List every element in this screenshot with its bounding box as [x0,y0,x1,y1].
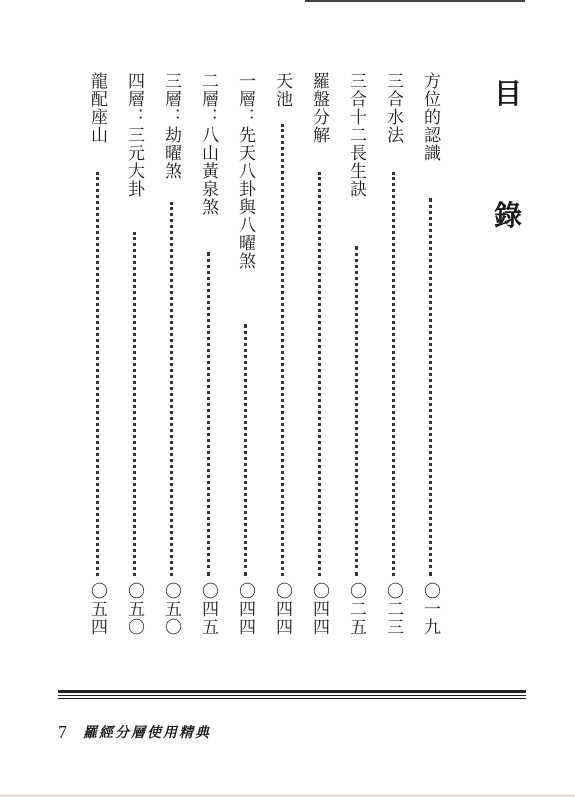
toc-entry-page: 〇二五 [346,582,366,636]
toc-entry[interactable] [378,72,408,662]
toc-entry-title: 方位的認識 [420,72,440,162]
toc-entry-page: 〇五〇 [124,582,144,636]
toc-leader-dots [318,172,321,576]
page-number: 7 [58,721,67,742]
toc-entry-title: 龍配座山 [87,72,107,144]
toc-leader-dots [429,198,432,576]
toc-entry[interactable] [193,72,223,662]
table-of-contents [82,72,454,662]
toc-entry-page: 〇五四 [87,582,107,636]
toc-entry[interactable] [119,72,149,662]
toc-entry-title: 一層：先天八卦與八曜煞 [235,72,255,270]
toc-leader-dots [133,232,136,576]
toc-entry-page: 〇二三 [383,582,403,636]
toc-heading [488,77,528,232]
toc-entry-page: 〇四四 [235,582,255,636]
heading-char-lu: 錄 [493,199,522,232]
toc-entry-title: 二層：八山黃泉煞 [198,72,218,216]
page-footer [58,720,211,744]
running-title: 羅經分層使用精典 [83,725,211,741]
toc-entry-title: 三層：劫曜煞 [161,72,181,180]
footer-rules [58,690,526,699]
toc-entry-page: 〇四四 [309,582,329,636]
toc-entry[interactable] [230,72,260,662]
toc-leader-dots [244,324,247,576]
toc-entry-title: 四層：三元大卦 [124,72,144,198]
toc-entry-title: 三合水法 [383,72,403,144]
toc-entry-page: 〇四四 [272,582,292,636]
toc-entry-page: 〇五〇 [161,582,181,636]
toc-leader-dots [207,252,210,576]
toc-entry[interactable] [267,72,297,662]
heading-char-mu: 目 [493,77,522,110]
toc-entry[interactable] [156,72,186,662]
top-rule [305,0,525,2]
toc-leader-dots [96,172,99,576]
toc-entry-title: 天池 [272,72,292,108]
toc-leader-dots [355,246,358,576]
toc-entry-page: 〇四五 [198,582,218,636]
toc-entry[interactable] [82,72,112,662]
toc-entry[interactable] [415,72,445,662]
toc-leader-dots [392,172,395,576]
toc-entry[interactable] [304,72,334,662]
toc-entry[interactable] [341,72,371,662]
toc-leader-dots [281,124,284,576]
toc-entry-title: 羅盤分解 [309,72,329,144]
toc-entry-title: 三合十二長生訣 [346,72,366,198]
toc-leader-dots [170,202,173,576]
toc-entry-page: 〇一九 [420,582,440,636]
